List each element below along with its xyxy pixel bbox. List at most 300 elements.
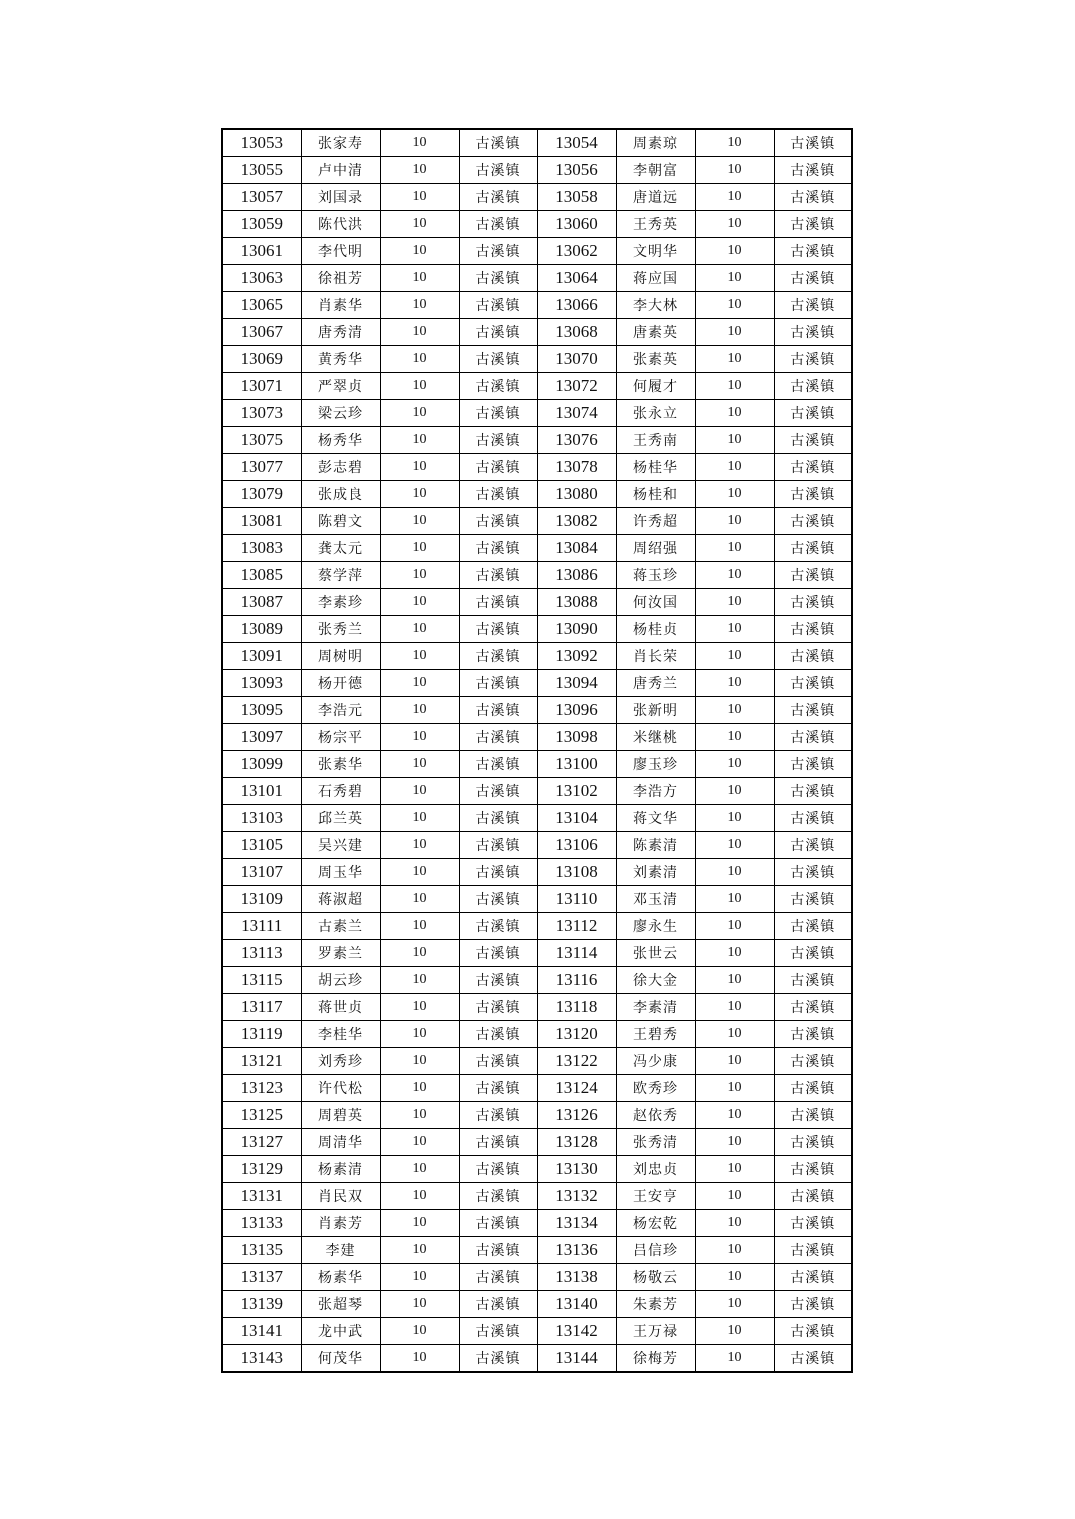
- amount-cell: 10: [380, 1318, 459, 1345]
- record-id-cell: 13088: [537, 589, 616, 616]
- record-id-cell: 13127: [222, 1129, 301, 1156]
- town-name-cell: 古溪镇: [774, 1048, 852, 1075]
- town-name-cell: 古溪镇: [459, 1291, 537, 1318]
- person-name-cell: 何茂华: [301, 1345, 380, 1373]
- person-name-cell: 张永立: [616, 400, 695, 427]
- record-id-cell: 13090: [537, 616, 616, 643]
- amount-cell: 10: [380, 1102, 459, 1129]
- table-row: [222, 400, 852, 427]
- town-name-cell: 古溪镇: [774, 670, 852, 697]
- record-id-cell: 13061: [222, 238, 301, 265]
- table-row: [222, 616, 852, 643]
- table-row: [222, 697, 852, 724]
- town-name-cell: 古溪镇: [459, 913, 537, 940]
- record-id-cell: 13110: [537, 886, 616, 913]
- town-name-cell: 古溪镇: [459, 1345, 537, 1373]
- table-row: [222, 508, 852, 535]
- person-name-cell: 徐祖芳: [301, 265, 380, 292]
- town-name-cell: 古溪镇: [774, 535, 852, 562]
- person-name-cell: 张家寿: [301, 129, 380, 157]
- amount-cell: 10: [695, 913, 774, 940]
- town-name-cell: 古溪镇: [459, 589, 537, 616]
- person-name-cell: 徐梅芳: [616, 1345, 695, 1373]
- record-id-cell: 13068: [537, 319, 616, 346]
- table-row: [222, 940, 852, 967]
- amount-cell: 10: [380, 427, 459, 454]
- amount-cell: 10: [380, 1075, 459, 1102]
- record-id-cell: 13062: [537, 238, 616, 265]
- amount-cell: 10: [380, 481, 459, 508]
- amount-cell: 10: [380, 1345, 459, 1373]
- record-id-cell: 13069: [222, 346, 301, 373]
- town-name-cell: 古溪镇: [459, 129, 537, 157]
- record-id-cell: 13101: [222, 778, 301, 805]
- town-name-cell: 古溪镇: [459, 373, 537, 400]
- person-name-cell: 廖永生: [616, 913, 695, 940]
- table-row: [222, 1264, 852, 1291]
- amount-cell: 10: [695, 778, 774, 805]
- amount-cell: 10: [695, 1237, 774, 1264]
- amount-cell: 10: [380, 319, 459, 346]
- amount-cell: 10: [380, 211, 459, 238]
- town-name-cell: 古溪镇: [459, 562, 537, 589]
- person-name-cell: 米继桃: [616, 724, 695, 751]
- town-name-cell: 古溪镇: [459, 805, 537, 832]
- record-id-cell: 13104: [537, 805, 616, 832]
- table-row: [222, 1048, 852, 1075]
- person-name-cell: 杨秀华: [301, 427, 380, 454]
- town-name-cell: 古溪镇: [774, 1318, 852, 1345]
- record-id-cell: 13063: [222, 265, 301, 292]
- amount-cell: 10: [380, 157, 459, 184]
- person-name-cell: 何汝国: [616, 589, 695, 616]
- amount-cell: 10: [380, 1048, 459, 1075]
- amount-cell: 10: [380, 454, 459, 481]
- person-name-cell: 石秀碧: [301, 778, 380, 805]
- town-name-cell: 古溪镇: [774, 265, 852, 292]
- record-id-cell: 13065: [222, 292, 301, 319]
- record-id-cell: 13107: [222, 859, 301, 886]
- town-name-cell: 古溪镇: [774, 211, 852, 238]
- amount-cell: 10: [380, 373, 459, 400]
- town-name-cell: 古溪镇: [774, 481, 852, 508]
- amount-cell: 10: [695, 1264, 774, 1291]
- person-name-cell: 杨敬云: [616, 1264, 695, 1291]
- person-name-cell: 张秀清: [616, 1129, 695, 1156]
- amount-cell: 10: [695, 1345, 774, 1373]
- table-row: [222, 643, 852, 670]
- table-row: [222, 427, 852, 454]
- town-name-cell: 古溪镇: [459, 1264, 537, 1291]
- amount-cell: 10: [695, 346, 774, 373]
- amount-cell: 10: [380, 724, 459, 751]
- amount-cell: 10: [695, 859, 774, 886]
- table-row: [222, 886, 852, 913]
- person-name-cell: 蔡学萍: [301, 562, 380, 589]
- amount-cell: 10: [695, 1048, 774, 1075]
- table-row: [222, 238, 852, 265]
- amount-cell: 10: [380, 400, 459, 427]
- record-id-cell: 13080: [537, 481, 616, 508]
- person-name-cell: 龙中武: [301, 1318, 380, 1345]
- town-name-cell: 古溪镇: [774, 616, 852, 643]
- record-id-cell: 13135: [222, 1237, 301, 1264]
- amount-cell: 10: [695, 292, 774, 319]
- amount-cell: 10: [695, 157, 774, 184]
- amount-cell: 10: [695, 1291, 774, 1318]
- record-id-cell: 13100: [537, 751, 616, 778]
- person-name-cell: 张世云: [616, 940, 695, 967]
- record-id-cell: 13138: [537, 1264, 616, 1291]
- table-row: [222, 346, 852, 373]
- amount-cell: 10: [695, 1183, 774, 1210]
- table-row: [222, 1210, 852, 1237]
- record-id-cell: 13089: [222, 616, 301, 643]
- record-id-cell: 13113: [222, 940, 301, 967]
- amount-cell: 10: [380, 1156, 459, 1183]
- town-name-cell: 古溪镇: [774, 319, 852, 346]
- person-name-cell: 欧秀珍: [616, 1075, 695, 1102]
- record-id-cell: 13130: [537, 1156, 616, 1183]
- record-id-cell: 13075: [222, 427, 301, 454]
- amount-cell: 10: [695, 535, 774, 562]
- table-row: [222, 1102, 852, 1129]
- amount-cell: 10: [695, 886, 774, 913]
- town-name-cell: 古溪镇: [774, 346, 852, 373]
- record-id-cell: 13076: [537, 427, 616, 454]
- amount-cell: 10: [695, 129, 774, 157]
- amount-cell: 10: [380, 913, 459, 940]
- record-id-cell: 13092: [537, 643, 616, 670]
- person-name-cell: 李浩方: [616, 778, 695, 805]
- record-id-cell: 13081: [222, 508, 301, 535]
- amount-cell: 10: [695, 1021, 774, 1048]
- town-name-cell: 古溪镇: [459, 1210, 537, 1237]
- amount-cell: 10: [380, 589, 459, 616]
- record-id-cell: 13059: [222, 211, 301, 238]
- town-name-cell: 古溪镇: [774, 1129, 852, 1156]
- table-row: [222, 319, 852, 346]
- town-name-cell: 古溪镇: [774, 1345, 852, 1373]
- town-name-cell: 古溪镇: [459, 292, 537, 319]
- person-name-cell: 肖长荣: [616, 643, 695, 670]
- record-id-cell: 13139: [222, 1291, 301, 1318]
- person-name-cell: 唐秀兰: [616, 670, 695, 697]
- person-name-cell: 邱兰英: [301, 805, 380, 832]
- amount-cell: 10: [380, 1129, 459, 1156]
- amount-cell: 10: [695, 1129, 774, 1156]
- table-row: [222, 265, 852, 292]
- town-name-cell: 古溪镇: [459, 1129, 537, 1156]
- record-id-cell: 13070: [537, 346, 616, 373]
- person-name-cell: 梁云珍: [301, 400, 380, 427]
- record-id-cell: 13057: [222, 184, 301, 211]
- person-name-cell: 唐秀清: [301, 319, 380, 346]
- person-name-cell: 张素英: [616, 346, 695, 373]
- amount-cell: 10: [380, 238, 459, 265]
- town-name-cell: 古溪镇: [774, 589, 852, 616]
- person-name-cell: 张素华: [301, 751, 380, 778]
- person-name-cell: 周清华: [301, 1129, 380, 1156]
- person-name-cell: 张新明: [616, 697, 695, 724]
- table-row: [222, 292, 852, 319]
- person-name-cell: 严翠贞: [301, 373, 380, 400]
- table-row: [222, 1318, 852, 1345]
- town-name-cell: 古溪镇: [774, 373, 852, 400]
- amount-cell: 10: [695, 1318, 774, 1345]
- table-row: [222, 373, 852, 400]
- amount-cell: 10: [695, 940, 774, 967]
- town-name-cell: 古溪镇: [774, 1237, 852, 1264]
- record-id-cell: 13093: [222, 670, 301, 697]
- amount-cell: 10: [695, 832, 774, 859]
- town-name-cell: 古溪镇: [774, 967, 852, 994]
- person-name-cell: 王安亨: [616, 1183, 695, 1210]
- person-name-cell: 廖玉珍: [616, 751, 695, 778]
- record-id-cell: 13094: [537, 670, 616, 697]
- amount-cell: 10: [695, 697, 774, 724]
- town-name-cell: 古溪镇: [774, 427, 852, 454]
- record-id-cell: 13120: [537, 1021, 616, 1048]
- town-name-cell: 古溪镇: [774, 940, 852, 967]
- record-id-cell: 13144: [537, 1345, 616, 1373]
- person-name-cell: 李素珍: [301, 589, 380, 616]
- record-id-cell: 13071: [222, 373, 301, 400]
- table-row: [222, 751, 852, 778]
- town-name-cell: 古溪镇: [774, 697, 852, 724]
- person-name-cell: 杨开德: [301, 670, 380, 697]
- town-name-cell: 古溪镇: [459, 427, 537, 454]
- person-name-cell: 吴兴建: [301, 832, 380, 859]
- record-id-cell: 13054: [537, 129, 616, 157]
- town-name-cell: 古溪镇: [459, 859, 537, 886]
- town-name-cell: 古溪镇: [774, 724, 852, 751]
- person-name-cell: 王秀英: [616, 211, 695, 238]
- record-id-cell: 13124: [537, 1075, 616, 1102]
- record-id-cell: 13060: [537, 211, 616, 238]
- person-name-cell: 肖素芳: [301, 1210, 380, 1237]
- person-name-cell: 刘忠贞: [616, 1156, 695, 1183]
- amount-cell: 10: [380, 508, 459, 535]
- record-id-cell: 13142: [537, 1318, 616, 1345]
- amount-cell: 10: [695, 967, 774, 994]
- table-row: [222, 1156, 852, 1183]
- table-row: [222, 129, 852, 157]
- person-name-cell: 李大林: [616, 292, 695, 319]
- town-name-cell: 古溪镇: [459, 643, 537, 670]
- town-name-cell: 古溪镇: [459, 1075, 537, 1102]
- record-id-cell: 13095: [222, 697, 301, 724]
- person-name-cell: 刘秀珍: [301, 1048, 380, 1075]
- town-name-cell: 古溪镇: [459, 184, 537, 211]
- record-id-cell: 13103: [222, 805, 301, 832]
- table-row: [222, 778, 852, 805]
- person-name-cell: 周素琼: [616, 129, 695, 157]
- record-id-cell: 13117: [222, 994, 301, 1021]
- amount-cell: 10: [380, 859, 459, 886]
- person-name-cell: 王秀南: [616, 427, 695, 454]
- amount-cell: 10: [380, 751, 459, 778]
- amount-cell: 10: [380, 1264, 459, 1291]
- table-row: [222, 211, 852, 238]
- amount-cell: 10: [380, 1291, 459, 1318]
- person-name-cell: 唐素英: [616, 319, 695, 346]
- town-name-cell: 古溪镇: [774, 913, 852, 940]
- person-name-cell: 张秀兰: [301, 616, 380, 643]
- amount-cell: 10: [695, 724, 774, 751]
- person-name-cell: 邓玉清: [616, 886, 695, 913]
- table-row: [222, 994, 852, 1021]
- town-name-cell: 古溪镇: [459, 319, 537, 346]
- town-name-cell: 古溪镇: [459, 346, 537, 373]
- person-name-cell: 刘素清: [616, 859, 695, 886]
- record-id-cell: 13087: [222, 589, 301, 616]
- record-id-cell: 13116: [537, 967, 616, 994]
- town-name-cell: 古溪镇: [459, 778, 537, 805]
- table-row: [222, 859, 852, 886]
- town-name-cell: 古溪镇: [459, 697, 537, 724]
- table-row: [222, 157, 852, 184]
- table-row: [222, 805, 852, 832]
- person-name-cell: 周玉华: [301, 859, 380, 886]
- amount-cell: 10: [380, 1183, 459, 1210]
- amount-cell: 10: [695, 211, 774, 238]
- amount-cell: 10: [695, 1075, 774, 1102]
- person-name-cell: 唐道远: [616, 184, 695, 211]
- town-name-cell: 古溪镇: [774, 778, 852, 805]
- amount-cell: 10: [380, 967, 459, 994]
- record-id-cell: 13118: [537, 994, 616, 1021]
- person-name-cell: 杨素清: [301, 1156, 380, 1183]
- person-name-cell: 周绍强: [616, 535, 695, 562]
- person-name-cell: 蒋玉珍: [616, 562, 695, 589]
- person-name-cell: 文明华: [616, 238, 695, 265]
- amount-cell: 10: [380, 292, 459, 319]
- town-name-cell: 古溪镇: [774, 292, 852, 319]
- table-row: [222, 454, 852, 481]
- amount-cell: 10: [380, 346, 459, 373]
- person-name-cell: 蒋世贞: [301, 994, 380, 1021]
- person-name-cell: 龚太元: [301, 535, 380, 562]
- person-name-cell: 古素兰: [301, 913, 380, 940]
- record-id-cell: 13121: [222, 1048, 301, 1075]
- record-id-cell: 13053: [222, 129, 301, 157]
- record-id-cell: 13056: [537, 157, 616, 184]
- record-id-cell: 13140: [537, 1291, 616, 1318]
- table-row: [222, 670, 852, 697]
- town-name-cell: 古溪镇: [459, 724, 537, 751]
- record-id-cell: 13083: [222, 535, 301, 562]
- table-row: [222, 1345, 852, 1373]
- record-id-cell: 13067: [222, 319, 301, 346]
- town-name-cell: 古溪镇: [774, 508, 852, 535]
- record-id-cell: 13079: [222, 481, 301, 508]
- person-name-cell: 陈代洪: [301, 211, 380, 238]
- person-name-cell: 刘国录: [301, 184, 380, 211]
- table-row: [222, 1129, 852, 1156]
- table-row: [222, 535, 852, 562]
- person-name-cell: 罗素兰: [301, 940, 380, 967]
- person-name-cell: 冯少康: [616, 1048, 695, 1075]
- record-id-cell: 13108: [537, 859, 616, 886]
- table-row: [222, 1183, 852, 1210]
- town-name-cell: 古溪镇: [774, 129, 852, 157]
- record-id-cell: 13091: [222, 643, 301, 670]
- person-name-cell: 何履才: [616, 373, 695, 400]
- town-name-cell: 古溪镇: [459, 751, 537, 778]
- amount-cell: 10: [695, 1102, 774, 1129]
- amount-cell: 10: [695, 265, 774, 292]
- amount-cell: 10: [695, 1156, 774, 1183]
- amount-cell: 10: [380, 562, 459, 589]
- table-row: [222, 562, 852, 589]
- amount-cell: 10: [695, 508, 774, 535]
- amount-cell: 10: [695, 427, 774, 454]
- record-id-cell: 13143: [222, 1345, 301, 1373]
- table-row: [222, 832, 852, 859]
- table-row: [222, 184, 852, 211]
- person-name-cell: 李浩元: [301, 697, 380, 724]
- town-name-cell: 古溪镇: [459, 886, 537, 913]
- person-name-cell: 杨素华: [301, 1264, 380, 1291]
- amount-cell: 10: [380, 535, 459, 562]
- person-name-cell: 蒋文华: [616, 805, 695, 832]
- amount-cell: 10: [695, 562, 774, 589]
- town-name-cell: 古溪镇: [774, 157, 852, 184]
- town-name-cell: 古溪镇: [459, 535, 537, 562]
- amount-cell: 10: [695, 481, 774, 508]
- amount-cell: 10: [380, 1021, 459, 1048]
- record-id-cell: 13082: [537, 508, 616, 535]
- person-name-cell: 王碧秀: [616, 1021, 695, 1048]
- person-name-cell: 杨桂和: [616, 481, 695, 508]
- person-name-cell: 徐大金: [616, 967, 695, 994]
- amount-cell: 10: [695, 589, 774, 616]
- person-name-cell: 杨宏乾: [616, 1210, 695, 1237]
- amount-cell: 10: [695, 1210, 774, 1237]
- amount-cell: 10: [380, 832, 459, 859]
- person-name-cell: 李桂华: [301, 1021, 380, 1048]
- town-name-cell: 古溪镇: [459, 265, 537, 292]
- town-name-cell: 古溪镇: [774, 1021, 852, 1048]
- person-name-cell: 王万禄: [616, 1318, 695, 1345]
- town-name-cell: 古溪镇: [774, 1183, 852, 1210]
- town-name-cell: 古溪镇: [774, 1291, 852, 1318]
- record-id-cell: 13084: [537, 535, 616, 562]
- person-name-cell: 吕信珍: [616, 1237, 695, 1264]
- person-name-cell: 胡云珍: [301, 967, 380, 994]
- person-name-cell: 张超琴: [301, 1291, 380, 1318]
- person-name-cell: 陈素清: [616, 832, 695, 859]
- amount-cell: 10: [695, 643, 774, 670]
- town-name-cell: 古溪镇: [774, 805, 852, 832]
- record-id-cell: 13114: [537, 940, 616, 967]
- person-name-cell: 蒋淑超: [301, 886, 380, 913]
- town-name-cell: 古溪镇: [774, 238, 852, 265]
- person-name-cell: 杨宗平: [301, 724, 380, 751]
- table-row: [222, 1291, 852, 1318]
- record-id-cell: 13133: [222, 1210, 301, 1237]
- amount-cell: 10: [380, 697, 459, 724]
- amount-cell: 10: [695, 400, 774, 427]
- record-id-cell: 13058: [537, 184, 616, 211]
- record-id-cell: 13109: [222, 886, 301, 913]
- record-id-cell: 13085: [222, 562, 301, 589]
- person-name-cell: 肖民双: [301, 1183, 380, 1210]
- town-name-cell: 古溪镇: [459, 1183, 537, 1210]
- town-name-cell: 古溪镇: [459, 616, 537, 643]
- town-name-cell: 古溪镇: [774, 184, 852, 211]
